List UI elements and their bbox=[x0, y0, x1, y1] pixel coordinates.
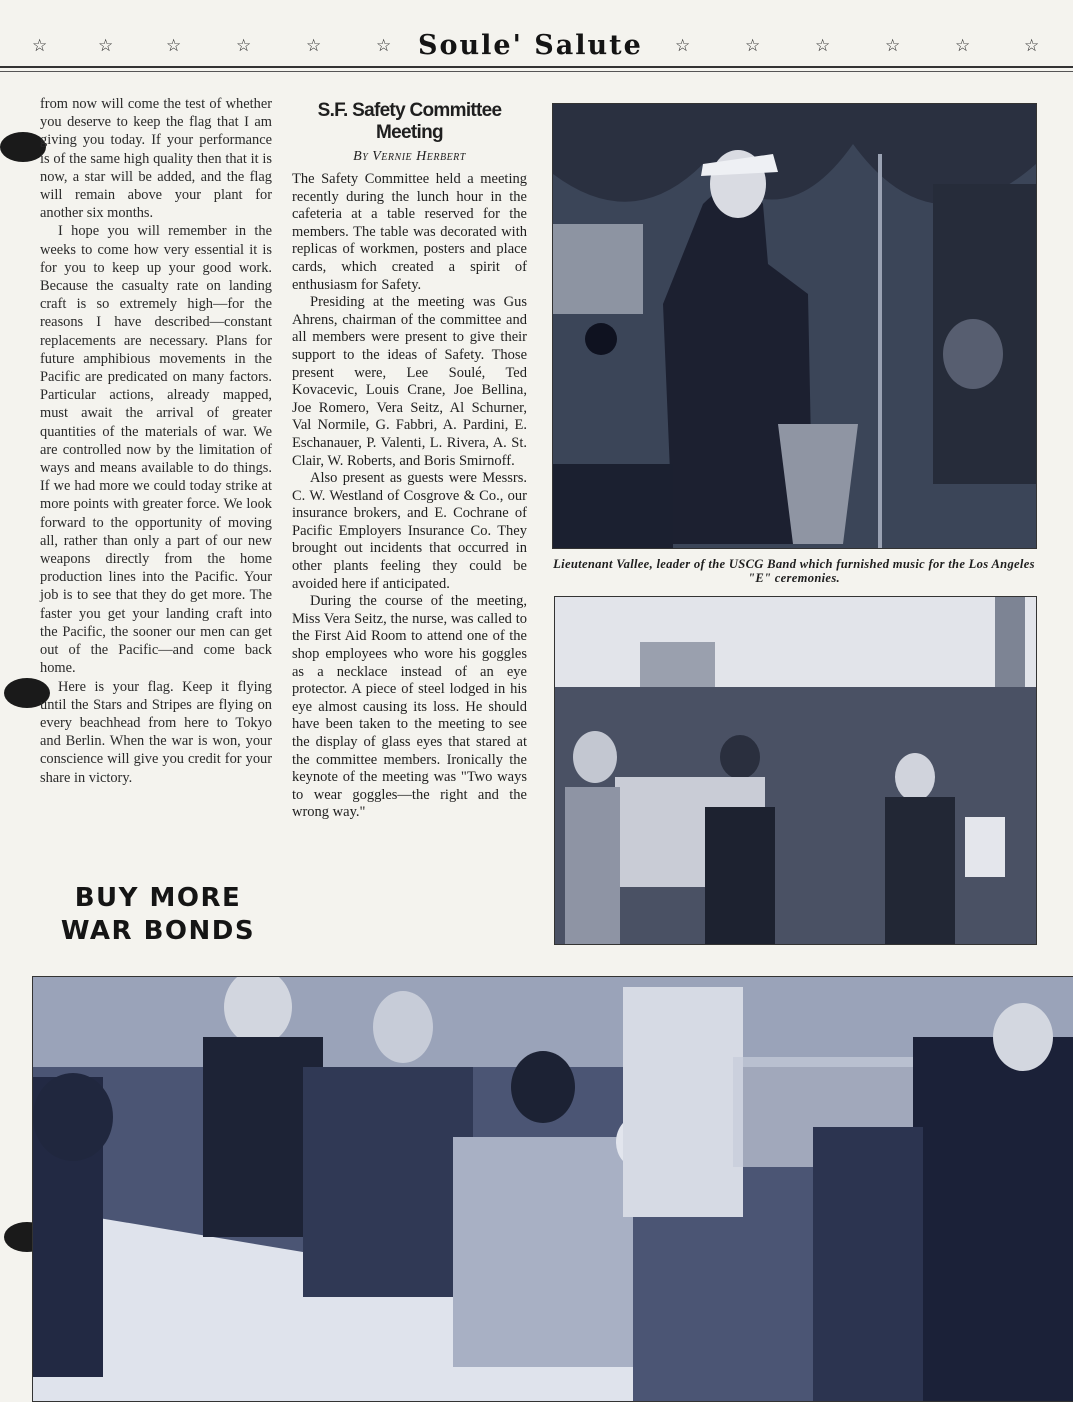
paragraph: Here is your flag. Keep it flying until the Stars and Stripes are flying on every beachhead from here to Tokyo and Berlin. When the war is won, your conscience will give you credit for your share in victory. bbox=[40, 678, 272, 786]
paragraph: The Safety Committee held a meeting recently during the lunch hour in the cafeteria at a table reserved for the members. The table was decorated with replicas of workmen, posters and place cards, which created a spirit of enthusiasm for Safety. bbox=[292, 171, 527, 293]
star-icon: ☆ bbox=[166, 36, 182, 56]
photo-illustration bbox=[33, 977, 1073, 1401]
photo-lieutenant-vallee bbox=[552, 103, 1037, 549]
photo-illustration bbox=[553, 104, 1036, 548]
war-bonds-slogan bbox=[40, 882, 276, 948]
slogan-line: BUY MORE bbox=[74, 883, 242, 913]
star-icon: ☆ bbox=[675, 36, 691, 56]
star-icon: ☆ bbox=[745, 36, 761, 56]
masthead-rule-thin bbox=[0, 71, 1073, 72]
star-icon: ☆ bbox=[236, 36, 252, 56]
masthead-title: Soule' Salute bbox=[418, 30, 643, 61]
photo-crowd-outdoors bbox=[554, 596, 1037, 945]
masthead bbox=[0, 28, 1073, 68]
safety-article bbox=[292, 100, 527, 822]
paragraph: Also present as guests were Messrs. C. W. Westland of Cosgrove & Co., our insurance brokers, and E. Cochrane of Pacific Employers Insurance Co. They brought out incidents that occurred in other plants feeling they could be avoided here if anticipated. bbox=[292, 470, 527, 592]
star-icon: ☆ bbox=[306, 36, 322, 56]
photo-illustration bbox=[555, 597, 1036, 944]
star-icon: ☆ bbox=[955, 36, 971, 56]
masthead-rule bbox=[0, 66, 1073, 68]
star-icon: ☆ bbox=[815, 36, 831, 56]
article-byline: By Vernie Herbert bbox=[353, 149, 466, 164]
slogan-line: WAR BONDS bbox=[60, 916, 256, 946]
paragraph: I hope you will remember in the weeks to come how very essential it is for you to keep up your good work. Because the casualty rate on landing craft is so extremely high—for the reasons I have described—constant replacements are necessary. Plans for future amphibious movements in the Pacific are predicated on many factors. Particular actions, already mapped, must await the arrival of greater quantities of the materials of war. We are controlled now by the limitation of ways and means available to do things. If we had more we could today strike at more points with greater force. We look forward to the opportunity of moving all, rather than only a part of our new weapons directly from the home production lines into the Pacific. Your job is to see that they do get more. The faster you get your landing craft into the Pacific, the sooner our men can get out of the Pacific—and come back home. bbox=[40, 223, 272, 677]
star-icon: ☆ bbox=[376, 36, 392, 56]
photo-caption: Lieutenant Vallee, leader of the USCG Band which furnished music for the Los Angeles "E" ceremonies. bbox=[553, 557, 1035, 585]
article-headline: S.F. Safety Committee Meeting bbox=[317, 100, 502, 143]
star-icon: ☆ bbox=[32, 36, 48, 56]
star-icon: ☆ bbox=[1024, 36, 1040, 56]
paragraph: During the course of the meeting, Miss Vera Seitz, the nurse, was called to the First Aid Room to attend one of the shop employees who wore his goggles as a necklace instead of an eye protector. A piece of steel lodged in his eye almost causing its loss. He should have been taken to the meeting to see the display of glass eyes that stared at the committee members. Ironically the keynote of the meeting was "Two ways to wear goggles—the right and the wrong way." bbox=[292, 593, 527, 821]
paragraph: from now will come the test of whether you deserve to keep the flag that I am giving you today. If your performance is of the same high quality then that it is now, a star will be added, and the flag will remain above your plant for another six months. bbox=[40, 96, 272, 222]
star-icon: ☆ bbox=[885, 36, 901, 56]
star-icon: ☆ bbox=[98, 36, 114, 56]
paragraph: Presiding at the meeting was Gus Ahrens, chairman of the committee and all members were present to give their support to the ideas of Safety. Those present were, Lee Soulé, Ted Kovacevic, Louis Crane, Joe Bellina, Joe Romero, Vera Seitz, Al Schurner, Val Normile, G. Fabbri, A. Pardini, E. Eschanauer, P. Valenti, L. Rivera, A. St. Clair, W. Roberts, and Boris Smirnoff. bbox=[292, 294, 527, 469]
left-column-text bbox=[40, 95, 272, 787]
photo-food-line bbox=[32, 976, 1073, 1402]
